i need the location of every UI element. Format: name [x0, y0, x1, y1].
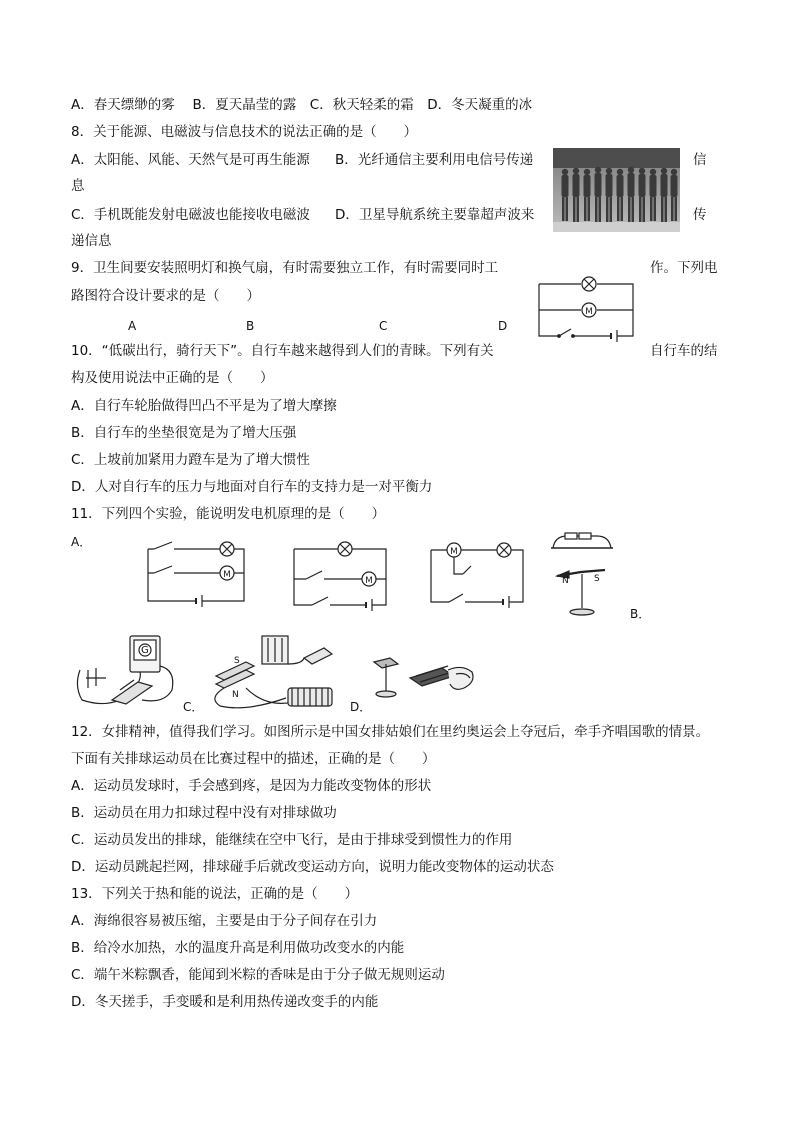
q10-option-c: C．上坡前加紧用力蹬车是为了增大惯性	[71, 452, 310, 468]
q9-label-b: B	[246, 319, 255, 333]
q13-option-d: D．冬天搓手，手变暖和是利用热传递改变手的内能	[71, 994, 379, 1010]
q8-option-a: A．太阳能、风能、天然气是可再生能源	[71, 152, 310, 168]
q11-rails-magnet-apparatus	[206, 632, 344, 712]
q8-option-b: B．光纤通信主要利用电信号传递	[335, 152, 534, 168]
q11-label-b: B．	[630, 607, 651, 621]
q11-magnet-n-label: N	[232, 690, 239, 700]
q8-option-c: C．手机既能发射电磁波也能接收电磁波	[71, 207, 310, 223]
q11-compass-n-label: N	[562, 576, 569, 586]
q11-circuit-3	[427, 538, 527, 608]
q11-magnet-s-label: S	[234, 656, 240, 666]
q8-option-d-wrap: 递信息	[71, 233, 112, 249]
q13-stem: 13．下列关于热和能的说法，正确的是（ ）	[71, 886, 359, 902]
q10-option-a: A．自行车轮胎做得凹凸不平是为了增大摩擦	[71, 398, 337, 414]
svg-text:M: M	[223, 570, 231, 580]
q7-options: A．春天缥缈的雾 B．夏天晶莹的露 C．秋天轻柔的霜 D．冬天凝重的冰	[71, 97, 533, 113]
q9-stem-a: 9．卫生间要安装照明灯和换气扇，有时需要独立工作，有时需要同时工	[71, 260, 499, 276]
q11-oersted-compass	[547, 530, 617, 620]
q11-stem: 11．下列四个实验，能说明发电机原理的是（ ）	[71, 506, 386, 522]
svg-text:M: M	[450, 547, 458, 557]
q13-option-b: B．给冷水加热，水的温度升高是利用做功改变水的内能	[71, 940, 405, 956]
q9-stem-b: 作。下列电	[650, 260, 718, 276]
q9-label-a: A	[128, 319, 137, 333]
q8-option-d: D．卫星导航系统主要靠超声波来	[335, 207, 535, 223]
q11-galvanometer-g-label: G	[141, 645, 149, 656]
volleyball-team-photo	[553, 148, 680, 232]
q11-circuit-2	[290, 541, 390, 609]
q12-stem-wrap: 下面有关排球运动员在比赛过程中的描述，正确的是（ ）	[71, 751, 436, 767]
q12-stem: 12．女排精神，值得我们学习。如图所示是中国女排姑娘们在里约奥运会上夺冠后，牵手齐唱国歌的情景。	[71, 724, 710, 740]
q11-label-c: C．	[183, 700, 204, 714]
q11-electromagnet-hand	[372, 654, 478, 702]
q12-option-c: C．运动员发出的排球，能继续在空中飞行，是由于排球受到惯性力的作用	[71, 832, 513, 848]
q8-option-b-wrap: 息	[71, 178, 85, 194]
q10-stem-wrap: 构及使用说法中正确的是（ ）	[71, 370, 274, 386]
q12-option-d: D．运动员跳起拦网，排球碰手后就改变运动方向，说明力能改变物体的运动状态	[71, 859, 554, 875]
q9-label-c: C	[379, 319, 388, 333]
q10-stem-b: 自行车的结	[650, 343, 718, 359]
q12-option-a: A．运动员发球时，手会感到疼，是因为力能改变物体的形状	[71, 778, 432, 794]
q9-reference-circuit	[537, 272, 637, 342]
q10-option-d: D．人对自行车的压力与地面对自行车的支持力是一对平衡力	[71, 479, 433, 495]
svg-text:M: M	[585, 307, 593, 317]
q11-circuit-1	[144, 537, 246, 607]
q12-option-b: B．运动员在用力扣球过程中没有对排球做功	[71, 805, 337, 821]
q11-label-d: D．	[350, 700, 372, 714]
q10-option-b: B．自行车的坐垫很宽是为了增大压强	[71, 425, 297, 441]
svg-text:M: M	[365, 576, 373, 586]
q13-option-c: C．端午米粽飘香，能闻到米粽的香味是由于分子做无规则运动	[71, 967, 445, 983]
q8-option-d-end: 传	[693, 207, 707, 223]
q9-stem-wrap: 路图符合设计要求的是（ ）	[71, 288, 260, 304]
q11-galvanometer-apparatus	[72, 630, 182, 712]
q9-label-d: D	[498, 319, 508, 333]
q11-compass-s-label: S	[594, 574, 600, 584]
q10-stem-a: 10．“低碳出行，骑行天下”。自行车越来越得到人们的青睐。下列有关	[71, 343, 494, 359]
q11-label-a: A．	[71, 535, 92, 549]
q8-option-b-end: 信	[693, 152, 707, 168]
q8-stem: 8．关于能源、电磁波与信息技术的说法正确的是（ ）	[71, 124, 418, 140]
q13-option-a: A．海绵很容易被压缩，主要是由于分子间存在引力	[71, 913, 378, 929]
